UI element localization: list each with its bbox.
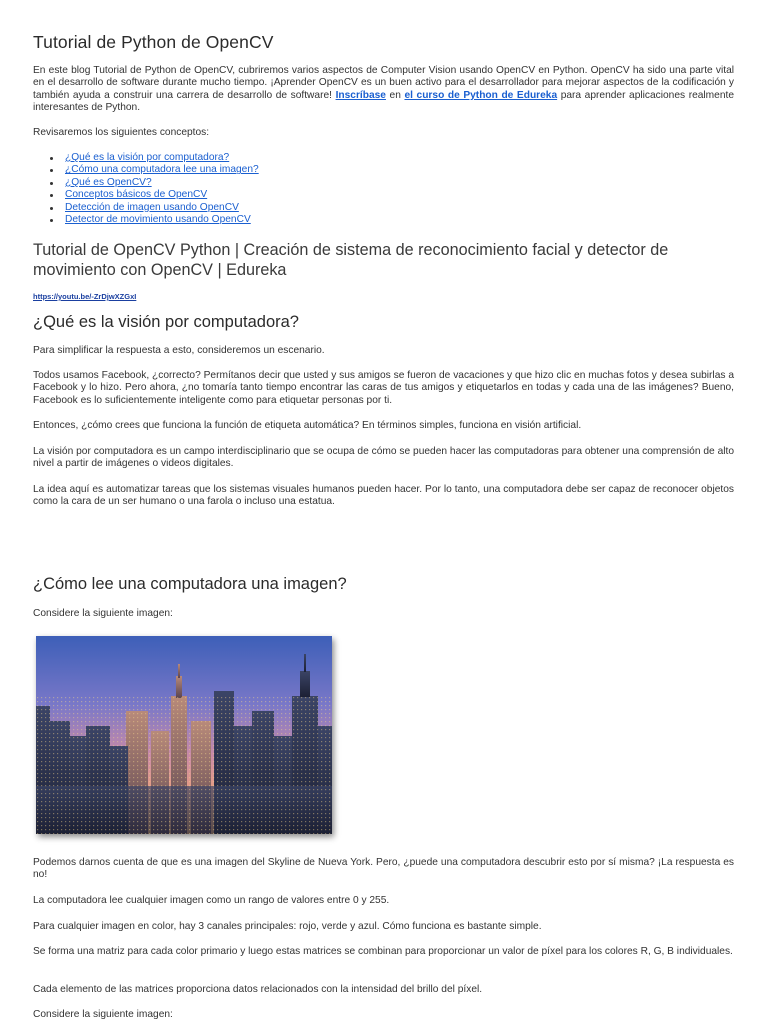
- toc-link-vision[interactable]: ¿Qué es la visión por computadora?: [65, 152, 230, 163]
- concepts-intro: Revisaremos los siguientes conceptos:: [33, 127, 210, 138]
- toc-link-basics[interactable]: Conceptos básicos de OpenCV: [65, 189, 208, 201]
- enroll-link[interactable]: Inscríbase: [335, 89, 386, 101]
- toc-link-read-image[interactable]: ¿Cómo una computadora lee una imagen?: [65, 164, 259, 176]
- section2-paragraph-1: Considere la siguiente imagen:: [33, 608, 173, 619]
- toc-link-motion[interactable]: Detector de movimiento usando OpenCV: [65, 214, 251, 226]
- section2-paragraph-5: Se forma una matriz para cada color primario y luego estas matrices se combinan para proporcionar un valor de píxel para los colores R, G, B individuales.: [33, 946, 733, 957]
- intro-text-2: en: [385, 89, 405, 101]
- intro-text-1: En este blog Tutorial de Python de OpenCV, cubriremos varios aspectos de Computer Vision usando OpenCV en Python. OpenCV ha sido una parte vital en el desarrollo de software durante mucho tiempo. ¡Aprender OpenCV es un buen activo para el desarrollador para mejorar aspectos de la codificación y también ayuda a construir una carrera de desarrollo de software!: [33, 65, 734, 101]
- toc-item: [65, 177, 259, 189]
- page-title: Tutorial de Python de OpenCV: [33, 32, 274, 52]
- section1-paragraph-4: La visión por computadora es un campo interdisciplinario que se ocupa de cómo se pueden hacer las computadoras para obtener una comprensión de alto nivel a partir de imágenes o videos digitales.: [33, 446, 734, 470]
- section-heading-vision: ¿Qué es la visión por computadora?: [33, 313, 299, 331]
- section-heading-read-image: ¿Cómo lee una computadora una imagen?: [33, 575, 347, 593]
- toc-item: [65, 202, 259, 214]
- section1-paragraph-5: La idea aquí es automatizar tareas que los sistemas visuales humanos pueden hacer. Por lo tanto, una computadora debe ser capaz de reconocer objetos como la cara de un ser humano o una farola o incluso una estatua.: [33, 484, 734, 508]
- youtube-link[interactable]: https://youtu.be/-ZrDjwXZGxI: [33, 292, 137, 301]
- section1-paragraph-2: Todos usamos Facebook, ¿correcto? Permítanos decir que usted y sus amigos se fueron de vacaciones y que hizo clic en muchas fotos y desea subirlas a Facebook y lo hizo. Pero ahora, ¿no tomaría tanto tiempo encontrar las caras de tus amigos y etiquetarlos en todas y cada una de las imágenes? Bueno, Facebook es lo suficientemente inteligente como para etiquetar personas por ti.: [33, 370, 734, 406]
- intro-text-3: para aprender aplicaciones realmente interesantes de Python.: [33, 89, 734, 114]
- section2-paragraph-3: La computadora lee cualquier imagen como un rango de valores entre 0 y 255.: [33, 895, 390, 906]
- new-york-skyline-image: [36, 636, 332, 834]
- section1-paragraph-1: Para simplificar la respuesta a esto, consideremos un escenario.: [33, 345, 325, 356]
- toc-item: [65, 214, 259, 226]
- toc-item: [65, 164, 259, 176]
- section2-paragraph-4: Para cualquier imagen en color, hay 3 canales principales: rojo, verde y azul. Cómo funciona es bastante simple.: [33, 921, 542, 932]
- section2-paragraph-7: Considere la siguiente imagen:: [33, 1009, 173, 1020]
- section2-paragraph-2: Podemos darnos cuenta de que es una imagen del Skyline de Nueva York. Pero, ¿puede una computadora descubrir esto por sí misma? ¡La respuesta es no!: [33, 857, 734, 881]
- toc-item: [65, 152, 259, 164]
- python-course-link[interactable]: el curso de Python de Edureka: [404, 89, 558, 101]
- video-title: Tutorial de OpenCV Python | Creación de sistema de reconocimiento facial y detector de movimiento con OpenCV | Edureka: [33, 241, 669, 279]
- toc-link-detection[interactable]: Detección de imagen usando OpenCV: [65, 201, 239, 213]
- section1-paragraph-3: Entonces, ¿cómo crees que funciona la función de etiqueta automática? En términos simples, funciona en visión artificial.: [33, 420, 582, 431]
- table-of-contents: [33, 152, 259, 226]
- toc-item: [65, 189, 259, 201]
- intro-paragraph: [33, 65, 734, 115]
- section2-paragraph-6: Cada elemento de las matrices proporciona datos relacionados con la intensidad del brillo del píxel.: [33, 984, 483, 995]
- toc-link-what-opencv[interactable]: ¿Qué es OpenCV?: [65, 176, 152, 188]
